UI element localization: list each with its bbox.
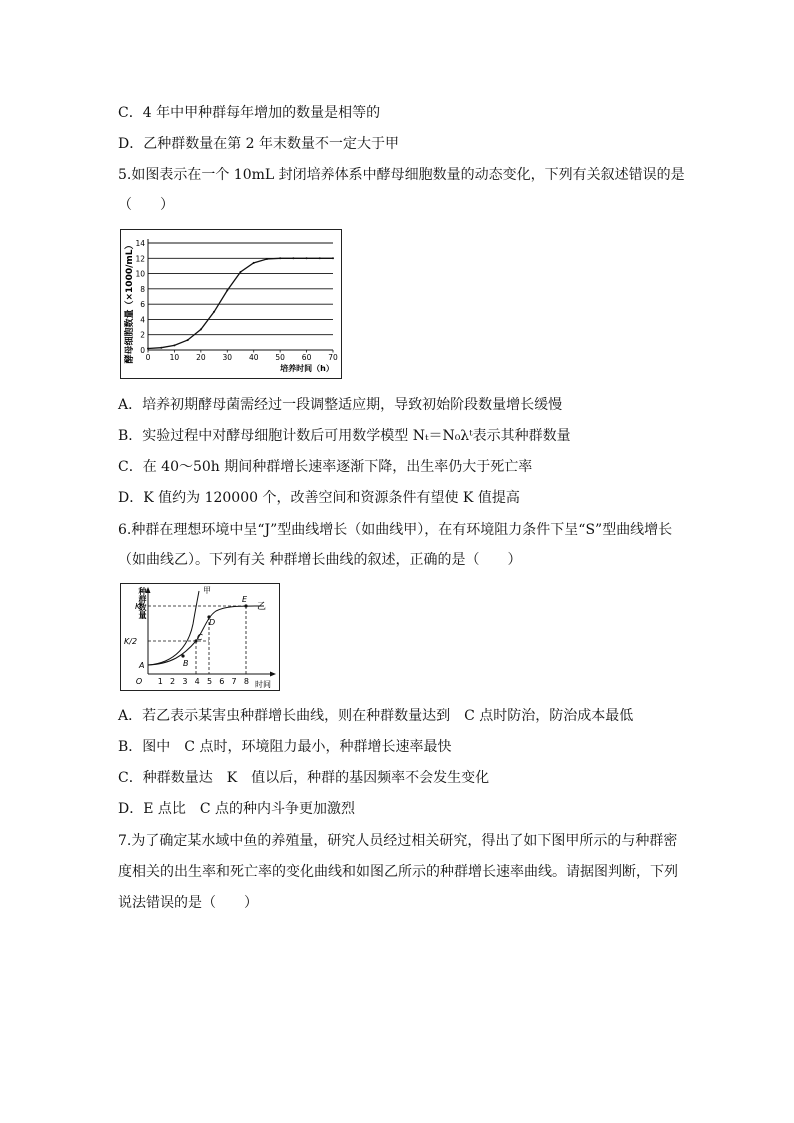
yeast-growth-chart [121,230,341,378]
yeast-data-point [147,347,149,349]
q4-option-c: C．4 年中甲种群每年增加的数量是相等的 [118,105,381,121]
yeast-data-point [160,347,162,349]
q6-option-c: C．种群数量达 K 值以后，种群的基因频率不会发生变化 [118,770,490,786]
yeast-data-point [266,258,268,260]
yeast-y-tick-label: 8 [140,284,145,294]
yeast-data-point [173,344,175,346]
yeast-data-point [240,271,242,273]
growth-x-tick-label: 6 [219,677,225,686]
growth-x-tick-label: 7 [231,677,237,686]
q5-option-b: B．实验过程中对酵母细胞计数后可用数学模型 Nₜ＝N₀λᵗ表示其种群数量 [118,428,571,444]
q6-option-b: B．图中 C 点时，环境阻力最小，种群增长速率最快 [118,739,452,755]
q5-stem-line1: 5.如图表示在一个 10mL 封闭培养体系中酵母细胞数量的动态变化，下列有关叙述错误的是 [118,167,685,183]
x-axis-label: 时间 [255,680,271,689]
yeast-data-point [292,257,294,259]
yeast-x-tick-label: 0 [145,353,151,362]
q7-stem-line3: 说法错误的是（ ） [118,895,258,911]
q6-option-a: A．若乙表示某害虫种群增长曲线，则在种群数量达到 C 点时防治，防治成本最低 [118,708,634,724]
q6-stem-line1: 6.种群在理想环境中呈“J”型曲线增长（如曲线甲），在有环境阻力条件下呈“S”型曲线增长 [118,522,673,538]
yeast-y-tick-label: 2 [140,330,145,340]
growth-x-tick-label: O [135,677,143,686]
s-curve [148,606,264,665]
yeast-data-point [187,339,189,341]
yeast-data-point [279,257,281,259]
growth-curve-figure [115,583,280,691]
yeast-data-point [200,328,202,330]
growth-x-tick-label: 8 [243,677,249,686]
growth-x-tick-label: 1 [157,677,163,686]
j-curve [148,591,199,665]
yeast-y-tick-label: 10 [135,269,145,279]
yeast-x-tick-label: 70 [328,353,338,362]
point-c-label: C [197,633,203,642]
y-axis-label [115,586,147,620]
yeast-data-point [306,257,308,259]
yeast-growth-figure [120,229,342,379]
point-b [181,654,184,657]
point-b-label: B [183,659,189,668]
q6-stem-line2: （如曲线乙）。下列有关 种群增长曲线的叙述，正确的是（ ） [118,552,522,568]
yeast-y-tick-label: 6 [140,300,145,310]
growth-x-tick-label: 2 [170,677,176,686]
yeast-x-tick-label: 60 [301,353,312,362]
yeast-data-point [253,262,255,264]
point-e [244,604,247,607]
growth-x-tick-label: 3 [182,677,188,686]
growth-curve-diagram [115,584,279,690]
yeast-x-tick-label: 50 [275,353,285,362]
yeast-x-axis-label: 培养时间（h） [280,364,334,373]
q6-option-d: D．E 点比 C 点的种内斗争更加激烈 [118,801,356,817]
yeast-y-axis-label: 酵母细胞数量（×1000/mL） [125,240,135,364]
yeast-y-tick-label: 14 [135,239,145,248]
yeast-x-tick-label: 30 [222,353,233,362]
growth-x-tick-label: 5 [206,677,213,686]
yeast-x-tick-label: 40 [248,353,259,362]
x-axis-arrow [270,672,276,677]
growth-x-tick-label: 4 [194,677,200,686]
yeast-data-point [213,311,215,313]
q5-option-d: D．K 值约为 120000 个，改善空间和资源条件有望使 K 值提高 [118,490,520,506]
yeast-y-tick-label: 0 [140,346,145,355]
q5-stem-line2: （ ） [118,197,174,213]
point-d-label: D [209,618,216,627]
y-axis-label-text: 种群数量 [115,587,147,596]
q4-option-d: D．乙种群数量在第 2 年末数量不一定大于甲 [118,136,400,152]
curve-j-label: 甲 [203,586,211,595]
q7-stem-line2: 度相关的出生率和死亡率的变化曲线和如图乙所示的种群增长速率曲线。请据图判断，下列 [118,864,678,880]
yeast-data-point [332,257,334,259]
yeast-y-tick-label: 12 [135,254,145,264]
yeast-x-tick-label: 10 [169,353,180,362]
q5-option-a: A．培养初期酵母菌需经过一段调整适应期，导致初始阶段数量增长缓慢 [118,397,563,413]
point-a-label: A [139,661,145,670]
k2-label: K/2 [124,637,138,646]
yeast-y-tick-label: 4 [140,315,145,325]
point-e-label: E [242,595,248,604]
q7-stem-line1: 7.为了确定某水域中鱼的养殖量，研究人员经过相关研究，得出了如下图甲所示的与种群密 [118,833,678,849]
k-label: K [135,602,141,611]
yeast-data-point [226,289,228,291]
yeast-x-tick-label: 20 [196,353,206,362]
yeast-data-point [319,257,321,259]
curve-s-label: 乙 [257,602,267,612]
q5-option-c: C．在 40～50h 期间种群增长速率逐渐下降，出生率仍大于死亡率 [118,459,533,475]
